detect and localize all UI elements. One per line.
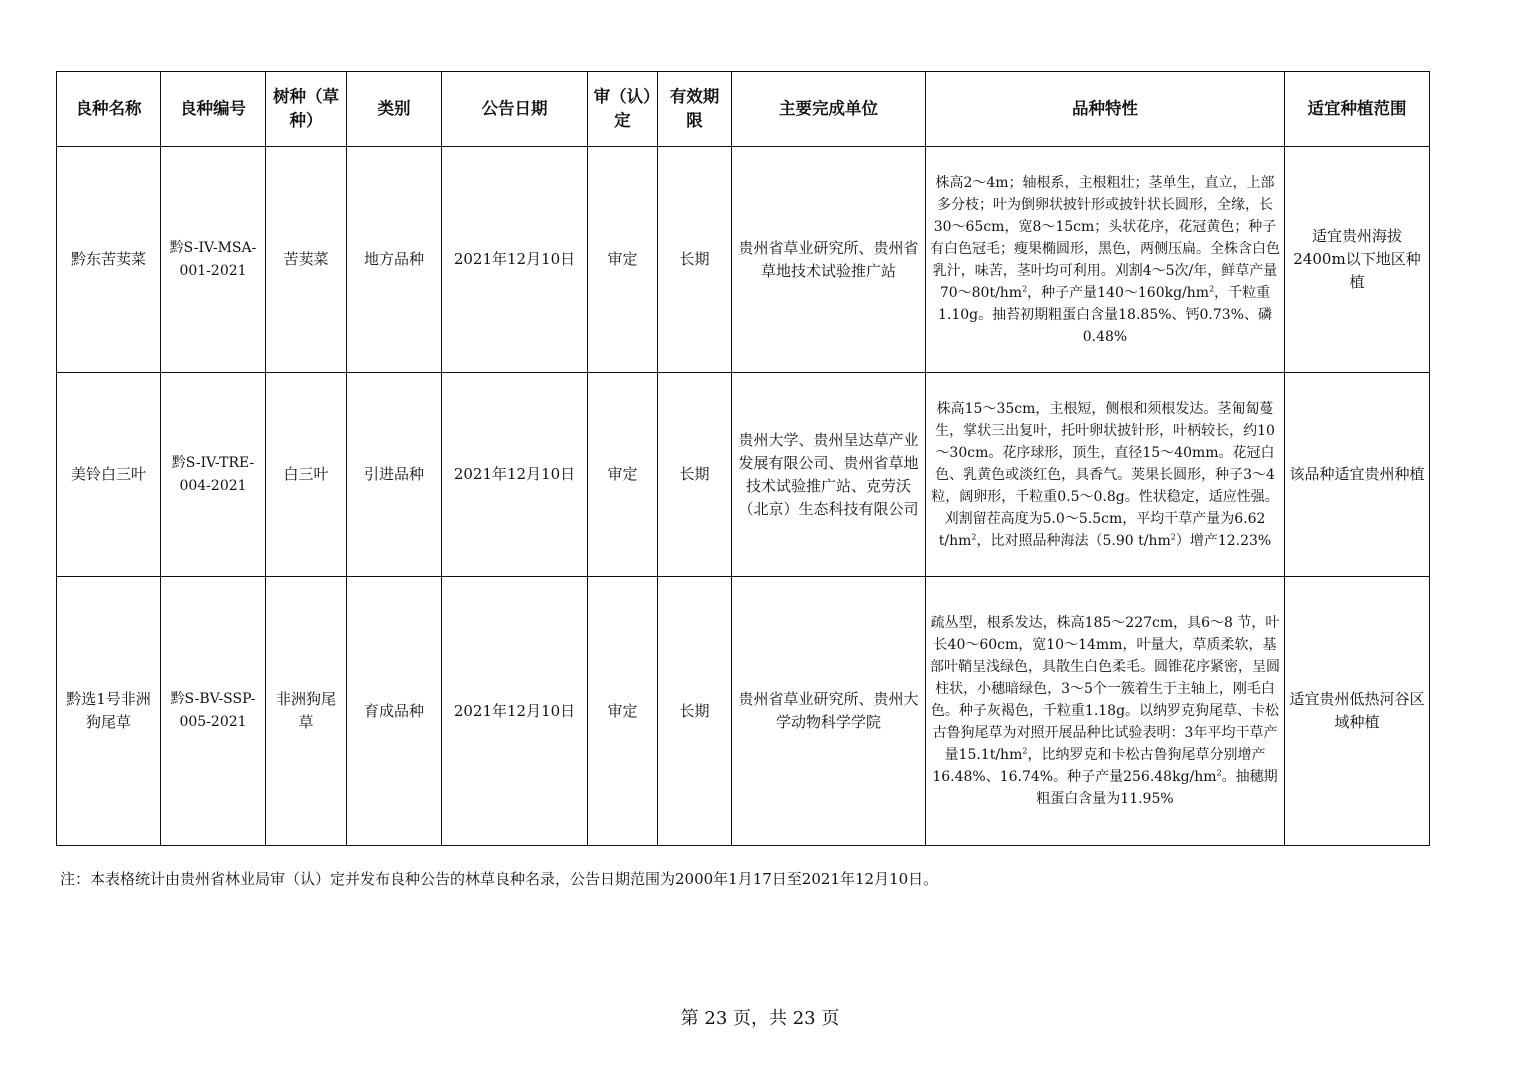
cell-code: 黔S-IV-TRE-004-2021 — [161, 373, 266, 577]
traits-text: ，千粒重1.10g。抽苔初期粗蛋白含量18.85%、钙0.73%、磷0.48% — [938, 284, 1272, 345]
cell-category: 育成品种 — [347, 577, 442, 846]
table-row — [57, 373, 1430, 577]
cell-range: 适宜贵州低热河谷区域种植 — [1285, 577, 1430, 846]
cell-code: 黔S-IV-MSA-001-2021 — [161, 147, 266, 373]
cell-category: 地方品种 — [347, 147, 442, 373]
header-category: 类别 — [347, 72, 442, 147]
varieties-table — [56, 71, 1430, 846]
header-range: 适宜种植范围 — [1285, 72, 1430, 147]
cell-date: 2021年12月10日 — [442, 147, 588, 373]
traits-text: 。抽穗期粗蛋白含量为11.95% — [1036, 769, 1278, 807]
page-footer: 第 23 页，共 23 页 — [680, 1008, 840, 1029]
table-row — [57, 147, 1430, 373]
cell-traits — [926, 577, 1285, 846]
cell-units: 贵州省草业研究所、贵州省草地技术试验推广站 — [732, 147, 926, 373]
cell-validity: 长期 — [658, 147, 732, 373]
traits-superscript: 2 — [1216, 768, 1222, 778]
cell-name: 美铃白三叶 — [57, 373, 161, 577]
cell-category: 引进品种 — [347, 373, 442, 577]
traits-text: ）增产12.23% — [1175, 532, 1272, 549]
cell-approval: 审定 — [588, 147, 658, 373]
header-code: 良种编号 — [161, 72, 266, 147]
traits-superscript: 2 — [1022, 746, 1028, 756]
cell-date: 2021年12月10日 — [442, 373, 588, 577]
traits-text: 株高2～4m；轴根系，主根粗壮；茎单生，直立，上部多分枝；叶为倒卵状披针形或披针状长圆形，全缘，长30～65cm，宽8～15cm；头状花序，花冠黄色；种子有白色冠毛；瘦果椭圆形，黑色，两侧压扁。全株含白色乳汁，味苦，茎叶均可利用。刈割4～5次/年，鲜草产量70～80t/hm — [930, 174, 1280, 301]
cell-traits — [926, 147, 1285, 373]
header-species: 树种（草种） — [266, 72, 347, 147]
cell-range: 该品种适宜贵州种植 — [1285, 373, 1430, 577]
cell-units: 贵州大学、贵州呈达草产业发展有限公司、贵州省草地技术试验推广站、克劳沃（北京）生态科技有限公司 — [732, 373, 926, 577]
header-name: 良种名称 — [57, 72, 161, 147]
cell-units: 贵州省草业研究所、贵州大学动物科学学院 — [732, 577, 926, 846]
traits-clip — [929, 398, 1281, 552]
cell-approval: 审定 — [588, 373, 658, 577]
cell-species: 白三叶 — [266, 373, 347, 577]
traits-text: 疏丛型，根系发达，株高185～227cm，具6～8 节，叶长40～60cm，宽10～14mm，叶量大，草质柔软，基部叶鞘呈浅绿色，具散生白色柔毛。圆锥花序紧密，呈圆柱状，小穗暗绿色，3～5个一簇着生于主轴上，刚毛白色。种子灰褐色，千粒重1.18g。以纳罗克狗尾草、卡松古鲁狗尾草为对照开展品种比试验表明：3年平均干草产量15.1t/hm — [930, 615, 1280, 763]
traits-superscript: 2 — [971, 531, 977, 541]
table-note: 注：本表格统计由贵州省林业局审（认）定并发布良种公告的林草良种名录，公告日期范围为2000年1月17日至2021年12月10日。 — [60, 870, 939, 888]
cell-traits — [926, 373, 1285, 577]
cell-name: 黔东苦荬菜 — [57, 147, 161, 373]
header-validity: 有效期限 — [658, 72, 732, 147]
traits-text: 株高15～35cm，主根短，侧根和须根发达。茎匍匐蔓生，掌状三出复叶，托叶卵状披针形，叶柄较长，约10～30cm。花序球形，顶生，直径15～40mm。花冠白色、乳黄色或淡红色，具香气。荚果长圆形，种子3～4粒，阔卵形，千粒重0.5～0.8g。性状稳定，适应性强。刈割留茬高度为5.0～5.5cm，平均干草产量为6.62 t/hm — [931, 400, 1279, 549]
traits-text: ，比纳罗克和卡松古鲁狗尾草分别增产16.48%、16.74%。种子产量256.48kg/hm — [932, 747, 1266, 785]
cell-species: 非洲狗尾草 — [266, 577, 347, 846]
traits-text: ，比对照品种海法（5.90 t/hm — [976, 532, 1171, 549]
cell-validity: 长期 — [658, 373, 732, 577]
traits-superscript: 2 — [1209, 283, 1215, 293]
cell-name: 黔选1号非洲狗尾草 — [57, 577, 161, 846]
table-header-row — [57, 72, 1430, 147]
traits-superscript: 2 — [1022, 283, 1028, 293]
header-approval: 审（认）定 — [588, 72, 658, 147]
cell-approval: 审定 — [588, 577, 658, 846]
table-row — [57, 577, 1430, 846]
header-traits: 品种特性 — [926, 72, 1285, 147]
cell-code: 黔S-BV-SSP-005-2021 — [161, 577, 266, 846]
cell-validity: 长期 — [658, 577, 732, 846]
header-date: 公告日期 — [442, 72, 588, 147]
cell-date: 2021年12月10日 — [442, 577, 588, 846]
cell-range: 适宜贵州海拔2400m以下地区种植 — [1285, 147, 1430, 373]
header-units: 主要完成单位 — [732, 72, 926, 147]
traits-superscript: 2 — [1170, 531, 1176, 541]
cell-species: 苦荬菜 — [266, 147, 347, 373]
traits-text: ，种子产量140～160kg/hm — [1027, 284, 1210, 301]
